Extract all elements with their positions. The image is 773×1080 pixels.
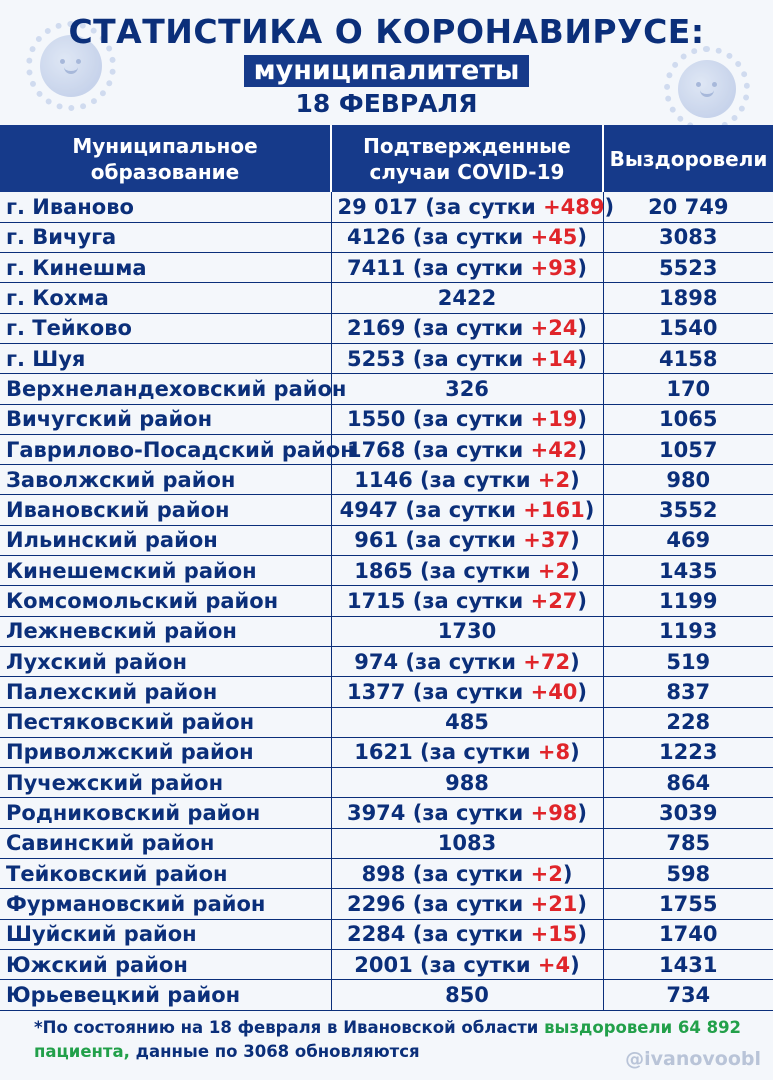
daily-increase: +42	[530, 437, 578, 462]
confirmed-cases: 326	[445, 376, 489, 401]
daily-suffix: )	[577, 589, 588, 613]
recovered-count: 1540	[603, 313, 773, 343]
confirmed-cases: 5253	[346, 346, 406, 371]
report-date: 18 ФЕВРАЛЯ	[295, 89, 478, 118]
municipality-name: Фурмановский район	[0, 889, 331, 919]
confirmed-cases: 898	[361, 861, 406, 886]
table-row	[0, 949, 773, 979]
daily-suffix: )	[604, 194, 615, 219]
daily-increase: +40	[530, 679, 578, 704]
confirmed-cases: 2296	[346, 891, 406, 916]
daily-increase: +2	[530, 861, 563, 886]
municipality-name: Гаврилово-Посадский район	[0, 434, 331, 464]
recovered-count: 980	[603, 465, 773, 495]
recovered-count: 785	[603, 828, 773, 858]
recovered-count: 170	[603, 374, 773, 404]
table-row	[0, 253, 773, 283]
social-handle: @ivanovoobl	[625, 1048, 761, 1070]
confirmed-cases-cell	[331, 798, 603, 828]
daily-prefix: (за сутки	[420, 740, 538, 765]
daily-suffix: )	[570, 558, 580, 583]
recovered-count: 1223	[603, 737, 773, 767]
recovered-count: 837	[603, 677, 773, 707]
recovered-count: 228	[603, 707, 773, 737]
confirmed-cases: 3974	[346, 801, 406, 826]
recovered-count: 5523	[603, 253, 773, 283]
confirmed-cases-cell	[331, 768, 603, 798]
column-header-cases: Подтвержденные случаи COVID-19	[331, 125, 603, 192]
daily-increase: +93	[530, 255, 578, 280]
recovered-count: 3083	[603, 222, 773, 252]
daily-prefix: (за сутки	[412, 589, 531, 613]
page-header	[0, 0, 773, 125]
recovered-count: 1199	[603, 586, 773, 616]
confirmed-cases-cell	[331, 283, 603, 313]
municipality-name: Палехский район	[0, 677, 331, 707]
confirmed-cases: 1083	[437, 831, 497, 856]
daily-prefix: (за сутки	[412, 225, 531, 250]
municipality-name: Савинский район	[0, 828, 331, 858]
table-row	[0, 525, 773, 555]
table-row	[0, 495, 773, 525]
confirmed-cases: 29 017	[337, 194, 418, 219]
daily-prefix: (за сутки	[412, 316, 531, 341]
confirmed-cases-cell	[331, 646, 603, 676]
confirmed-cases-cell	[331, 404, 603, 434]
confirmed-cases-cell	[331, 525, 603, 555]
confirmed-cases-cell	[331, 949, 603, 979]
confirmed-cases: 1550	[346, 407, 406, 432]
municipality-name: г. Кинешма	[0, 253, 331, 283]
table-row	[0, 313, 773, 343]
table-row	[0, 192, 773, 222]
daily-suffix: )	[570, 649, 580, 674]
table-row	[0, 798, 773, 828]
municipality-name: Приволжский район	[0, 737, 331, 767]
daily-suffix: )	[570, 528, 580, 553]
daily-increase: +161	[523, 498, 585, 523]
confirmed-cases: 1621	[354, 740, 413, 765]
municipality-name: Заволжский район	[0, 465, 331, 495]
table-row	[0, 889, 773, 919]
table-row	[0, 737, 773, 767]
daily-suffix: )	[577, 225, 588, 250]
daily-increase: +27	[530, 589, 578, 613]
table-row	[0, 828, 773, 858]
daily-increase: +489	[543, 194, 605, 219]
table-row	[0, 677, 773, 707]
confirmed-cases-cell	[331, 889, 603, 919]
recovered-count: 1740	[603, 919, 773, 949]
municipality-name: Комсомольский район	[0, 586, 331, 616]
confirmed-cases-cell	[331, 434, 603, 464]
confirmed-cases-cell	[331, 677, 603, 707]
municipality-name: Южский район	[0, 949, 331, 979]
daily-increase: +14	[530, 346, 578, 371]
daily-prefix: (за сутки	[412, 891, 531, 916]
municipality-name: Пестяковский район	[0, 707, 331, 737]
recovered-count: 1431	[603, 949, 773, 979]
table-row	[0, 343, 773, 373]
confirmed-cases-cell	[331, 495, 603, 525]
footnote-text: *По состоянию на 18 февраля в Ивановской области	[34, 1018, 545, 1037]
recovered-count: 3039	[603, 798, 773, 828]
confirmed-cases-cell	[331, 222, 603, 252]
daily-suffix: )	[562, 861, 573, 886]
confirmed-cases: 961	[354, 528, 399, 553]
stats-table	[0, 125, 773, 1011]
table-row	[0, 768, 773, 798]
confirmed-cases-cell	[331, 737, 603, 767]
daily-prefix: (за сутки	[420, 952, 538, 977]
recovered-count: 1898	[603, 283, 773, 313]
daily-suffix: )	[577, 891, 588, 916]
daily-prefix: (за сутки	[412, 437, 531, 462]
daily-suffix: )	[570, 740, 580, 765]
confirmed-cases-cell	[331, 919, 603, 949]
table-row	[0, 283, 773, 313]
municipality-name: г. Шуя	[0, 343, 331, 373]
table-body	[0, 192, 773, 1010]
recovered-count: 469	[603, 525, 773, 555]
daily-increase: +2	[537, 558, 571, 583]
recovered-count: 1755	[603, 889, 773, 919]
municipality-name: Ивановский район	[0, 495, 331, 525]
daily-prefix: (за сутки	[412, 407, 531, 432]
municipality-name: Кинешемский район	[0, 556, 331, 586]
footnote-highlight: выздоровели 64 892 пациента,	[34, 1018, 742, 1061]
footnote-text-end: данные по 3068 обновляются	[129, 1042, 420, 1061]
daily-suffix: )	[570, 952, 580, 977]
confirmed-cases: 974	[354, 649, 399, 674]
daily-prefix: (за сутки	[420, 558, 538, 583]
table-row	[0, 374, 773, 404]
daily-prefix: (за сутки	[412, 346, 531, 371]
confirmed-cases-cell	[331, 192, 615, 222]
recovered-count: 1065	[603, 404, 773, 434]
confirmed-cases-cell	[331, 980, 603, 1010]
municipality-name: Лухский район	[0, 646, 331, 676]
municipality-name: Ильинский район	[0, 525, 331, 555]
daily-prefix: (за сутки	[425, 194, 544, 219]
daily-prefix: (за сутки	[405, 649, 524, 674]
confirmed-cases-cell	[331, 828, 603, 858]
daily-increase: +4	[537, 952, 571, 977]
table-row	[0, 980, 773, 1010]
table-row	[0, 434, 773, 464]
recovered-count: 519	[603, 646, 773, 676]
table-row	[0, 707, 773, 737]
daily-increase: +19	[530, 407, 578, 432]
daily-suffix: )	[577, 437, 588, 462]
municipality-name: Родниковский район	[0, 798, 331, 828]
page-subtitle: муниципалитеты	[244, 55, 530, 87]
municipality-name: Вичугский район	[0, 404, 331, 434]
daily-suffix: )	[577, 801, 588, 826]
confirmed-cases-cell	[331, 343, 603, 373]
municipality-name: Верхнеландеховский район	[0, 374, 331, 404]
recovered-count: 1435	[603, 556, 773, 586]
daily-prefix: (за сутки	[412, 861, 531, 886]
daily-suffix: )	[577, 255, 588, 280]
table-row	[0, 616, 773, 646]
daily-increase: +15	[530, 922, 578, 947]
confirmed-cases: 1730	[437, 619, 497, 644]
table-row	[0, 919, 773, 949]
confirmed-cases: 850	[445, 982, 489, 1007]
confirmed-cases-cell	[331, 374, 603, 404]
daily-prefix: (за сутки	[405, 498, 524, 523]
daily-suffix: )	[577, 922, 588, 947]
daily-increase: +72	[523, 649, 571, 674]
confirmed-cases-cell	[331, 556, 603, 586]
recovered-count: 1193	[603, 616, 773, 646]
page-title: СТАТИСТИКА О КОРОНАВИРУСЕ:	[68, 12, 705, 51]
municipality-name: г. Иваново	[0, 192, 331, 222]
table-row	[0, 404, 773, 434]
table-row	[0, 556, 773, 586]
confirmed-cases: 485	[445, 710, 489, 735]
daily-suffix: )	[584, 498, 595, 523]
table-row	[0, 859, 773, 889]
confirmed-cases: 1146	[354, 467, 413, 492]
confirmed-cases-cell	[331, 707, 603, 737]
daily-increase: +2	[537, 467, 571, 492]
column-header-municipality: Муниципальное образование	[0, 125, 331, 192]
column-header-recovered: Выздоровели	[603, 125, 773, 192]
confirmed-cases: 7411	[346, 255, 406, 280]
confirmed-cases-cell	[331, 253, 603, 283]
municipality-name: г. Вичуга	[0, 222, 331, 252]
daily-suffix: )	[577, 316, 588, 341]
daily-increase: +21	[530, 891, 578, 916]
confirmed-cases: 988	[445, 770, 489, 795]
recovered-count: 20 749	[603, 192, 773, 222]
confirmed-cases-cell	[331, 859, 603, 889]
confirmed-cases: 2422	[437, 286, 497, 311]
daily-prefix: (за сутки	[420, 467, 538, 492]
daily-increase: +24	[530, 316, 578, 341]
daily-suffix: )	[577, 407, 588, 432]
confirmed-cases: 2001	[354, 952, 413, 977]
table-header-row	[0, 125, 773, 192]
recovered-count: 864	[603, 768, 773, 798]
recovered-count: 4158	[603, 343, 773, 373]
municipality-name: Юрьевецкий район	[0, 980, 331, 1010]
recovered-count: 3552	[603, 495, 773, 525]
daily-increase: +37	[523, 528, 571, 553]
table-row	[0, 646, 773, 676]
confirmed-cases-cell	[331, 313, 603, 343]
confirmed-cases-cell	[331, 586, 603, 616]
table-row	[0, 586, 773, 616]
daily-increase: +45	[530, 225, 578, 250]
confirmed-cases: 4947	[339, 498, 399, 523]
municipality-name: Тейковский район	[0, 859, 331, 889]
daily-suffix: )	[577, 679, 588, 704]
confirmed-cases: 1865	[354, 558, 413, 583]
confirmed-cases: 1377	[346, 679, 406, 704]
daily-prefix: (за сутки	[412, 922, 531, 947]
daily-prefix: (за сутки	[412, 801, 531, 826]
table-row	[0, 465, 773, 495]
recovered-count: 734	[603, 980, 773, 1010]
municipality-name: Шуйский район	[0, 919, 331, 949]
confirmed-cases: 1715	[346, 589, 406, 613]
confirmed-cases: 2169	[346, 316, 406, 341]
confirmed-cases-cell	[331, 465, 603, 495]
confirmed-cases: 1768	[346, 437, 406, 462]
daily-prefix: (за сутки	[405, 528, 524, 553]
recovered-count: 598	[603, 859, 773, 889]
confirmed-cases-cell	[331, 616, 603, 646]
daily-prefix: (за сутки	[412, 255, 531, 280]
daily-increase: +98	[530, 801, 578, 826]
table-row	[0, 222, 773, 252]
daily-prefix: (за сутки	[412, 679, 531, 704]
daily-suffix: )	[577, 346, 588, 371]
confirmed-cases: 4126	[346, 225, 406, 250]
recovered-count: 1057	[603, 434, 773, 464]
municipality-name: Пучежский район	[0, 768, 331, 798]
daily-increase: +8	[537, 740, 571, 765]
municipality-name: г. Кохма	[0, 283, 331, 313]
municipality-name: Лежневский район	[0, 616, 331, 646]
daily-suffix: )	[570, 467, 580, 492]
municipality-name: г. Тейково	[0, 313, 331, 343]
confirmed-cases: 2284	[346, 922, 406, 947]
